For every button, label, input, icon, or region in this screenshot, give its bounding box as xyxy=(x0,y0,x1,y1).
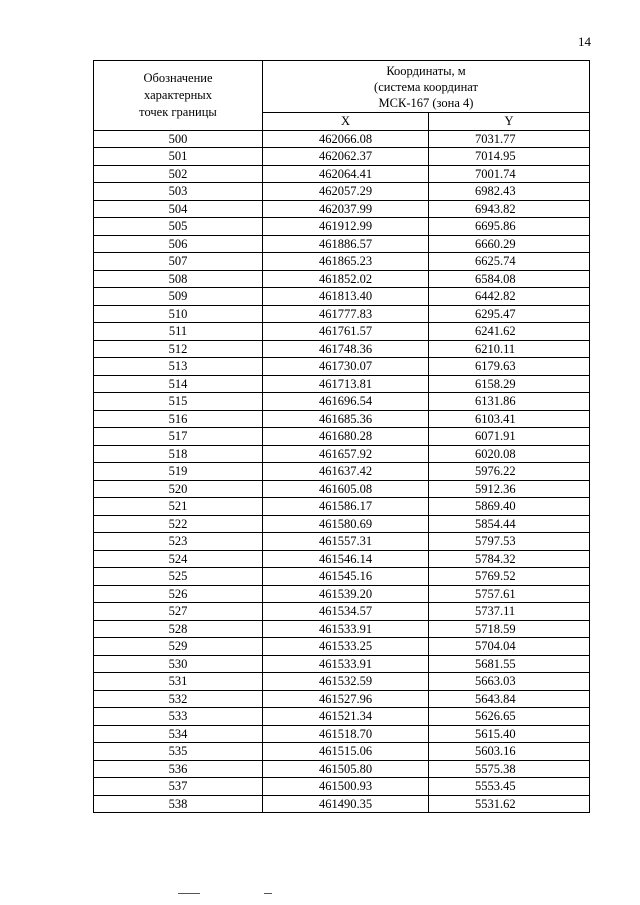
cell-y: 5797.53 xyxy=(429,533,590,551)
cell-y: 6660.29 xyxy=(429,235,590,253)
cell-y: 6210.11 xyxy=(429,340,590,358)
cell-y: 6103.41 xyxy=(429,410,590,428)
cell-point: 531 xyxy=(94,673,263,691)
cell-x: 461886.57 xyxy=(263,235,429,253)
header-row-main xyxy=(94,61,590,113)
cell-point: 519 xyxy=(94,463,263,481)
cell-x: 461515.06 xyxy=(263,743,429,761)
header-point-line-1: Обозначение xyxy=(143,70,213,85)
cell-x: 461657.92 xyxy=(263,445,429,463)
cell-x: 461557.31 xyxy=(263,533,429,551)
cell-x: 461813.40 xyxy=(263,288,429,306)
cell-x: 461605.08 xyxy=(263,480,429,498)
cell-x: 461500.93 xyxy=(263,778,429,796)
table-row xyxy=(94,655,590,673)
cell-y: 6584.08 xyxy=(429,270,590,288)
cell-point: 523 xyxy=(94,533,263,551)
cell-x: 461865.23 xyxy=(263,253,429,271)
cell-y: 7031.77 xyxy=(429,130,590,148)
table-row xyxy=(94,638,590,656)
cell-y: 5626.65 xyxy=(429,708,590,726)
table-row xyxy=(94,778,590,796)
cell-x: 461533.91 xyxy=(263,655,429,673)
cell-point: 505 xyxy=(94,218,263,236)
cell-point: 517 xyxy=(94,428,263,446)
table-row xyxy=(94,410,590,428)
cell-x: 461696.54 xyxy=(263,393,429,411)
page-number: 14 xyxy=(578,34,591,49)
cell-point: 503 xyxy=(94,183,263,201)
table-row xyxy=(94,690,590,708)
cell-point: 504 xyxy=(94,200,263,218)
cell-point: 500 xyxy=(94,130,263,148)
cell-y: 6442.82 xyxy=(429,288,590,306)
cell-point: 532 xyxy=(94,690,263,708)
footer-mark-left xyxy=(178,893,200,894)
table-header xyxy=(94,61,590,131)
cell-x: 461580.69 xyxy=(263,515,429,533)
cell-y: 5769.52 xyxy=(429,568,590,586)
cell-point: 522 xyxy=(94,515,263,533)
cell-point: 510 xyxy=(94,305,263,323)
table-row xyxy=(94,358,590,376)
cell-point: 521 xyxy=(94,498,263,516)
cell-point: 535 xyxy=(94,743,263,761)
cell-point: 501 xyxy=(94,148,263,166)
cell-x: 461761.57 xyxy=(263,323,429,341)
header-y: Y xyxy=(429,113,590,131)
table-row xyxy=(94,165,590,183)
cell-x: 461713.81 xyxy=(263,375,429,393)
table-row xyxy=(94,463,590,481)
table-row xyxy=(94,743,590,761)
cell-y: 5854.44 xyxy=(429,515,590,533)
cell-x: 461852.02 xyxy=(263,270,429,288)
cell-point: 537 xyxy=(94,778,263,796)
cell-x: 461685.36 xyxy=(263,410,429,428)
table-row xyxy=(94,375,590,393)
table-row xyxy=(94,148,590,166)
table-row xyxy=(94,305,590,323)
table-row xyxy=(94,708,590,726)
footer-mark-right xyxy=(264,893,272,894)
cell-x: 461527.96 xyxy=(263,690,429,708)
cell-x: 461539.20 xyxy=(263,585,429,603)
cell-x: 462064.41 xyxy=(263,165,429,183)
cell-point: 524 xyxy=(94,550,263,568)
cell-y: 5681.55 xyxy=(429,655,590,673)
table-row xyxy=(94,603,590,621)
header-coords-line-3: МСК-167 (зона 4) xyxy=(378,96,474,110)
cell-x: 461680.28 xyxy=(263,428,429,446)
cell-y: 6020.08 xyxy=(429,445,590,463)
cell-point: 515 xyxy=(94,393,263,411)
cell-point: 514 xyxy=(94,375,263,393)
cell-point: 512 xyxy=(94,340,263,358)
table-row xyxy=(94,585,590,603)
cell-point: 502 xyxy=(94,165,263,183)
cell-x: 461532.59 xyxy=(263,673,429,691)
cell-x: 461546.14 xyxy=(263,550,429,568)
cell-y: 5976.22 xyxy=(429,463,590,481)
table-row xyxy=(94,183,590,201)
cell-x: 461777.83 xyxy=(263,305,429,323)
table-row xyxy=(94,760,590,778)
table-row xyxy=(94,515,590,533)
table-row xyxy=(94,253,590,271)
cell-point: 513 xyxy=(94,358,263,376)
cell-x: 462037.99 xyxy=(263,200,429,218)
cell-x: 461586.17 xyxy=(263,498,429,516)
cell-point: 528 xyxy=(94,620,263,638)
cell-y: 5531.62 xyxy=(429,795,590,813)
cell-point: 518 xyxy=(94,445,263,463)
cell-x: 462057.29 xyxy=(263,183,429,201)
cell-x: 461505.80 xyxy=(263,760,429,778)
cell-x: 461637.42 xyxy=(263,463,429,481)
cell-point: 533 xyxy=(94,708,263,726)
cell-y: 5575.38 xyxy=(429,760,590,778)
header-point-designation xyxy=(94,61,263,131)
coordinates-table xyxy=(93,60,590,813)
header-coordinates xyxy=(263,61,590,113)
cell-point: 534 xyxy=(94,725,263,743)
header-point-line-3: точек границы xyxy=(139,104,217,119)
table-row xyxy=(94,218,590,236)
cell-x: 461748.36 xyxy=(263,340,429,358)
cell-x: 461912.99 xyxy=(263,218,429,236)
cell-y: 6131.86 xyxy=(429,393,590,411)
table-row xyxy=(94,550,590,568)
cell-y: 6625.74 xyxy=(429,253,590,271)
table-row xyxy=(94,288,590,306)
header-coords-line-1: Координаты, м xyxy=(386,64,466,78)
cell-point: 530 xyxy=(94,655,263,673)
cell-point: 508 xyxy=(94,270,263,288)
cell-point: 509 xyxy=(94,288,263,306)
cell-y: 6982.43 xyxy=(429,183,590,201)
cell-x: 461521.34 xyxy=(263,708,429,726)
cell-y: 5784.32 xyxy=(429,550,590,568)
table-row xyxy=(94,445,590,463)
cell-y: 5912.36 xyxy=(429,480,590,498)
cell-y: 5704.04 xyxy=(429,638,590,656)
table-row xyxy=(94,480,590,498)
header-coords-line-2: (система координат xyxy=(374,80,478,94)
cell-y: 5757.61 xyxy=(429,585,590,603)
table-row xyxy=(94,620,590,638)
cell-point: 525 xyxy=(94,568,263,586)
table-row xyxy=(94,235,590,253)
cell-y: 5643.84 xyxy=(429,690,590,708)
cell-x: 461730.07 xyxy=(263,358,429,376)
table-row xyxy=(94,725,590,743)
cell-point: 511 xyxy=(94,323,263,341)
table-row xyxy=(94,393,590,411)
cell-y: 5603.16 xyxy=(429,743,590,761)
table-row xyxy=(94,323,590,341)
cell-y: 5869.40 xyxy=(429,498,590,516)
cell-x: 462062.37 xyxy=(263,148,429,166)
cell-x: 461545.16 xyxy=(263,568,429,586)
cell-x: 462066.08 xyxy=(263,130,429,148)
cell-y: 6241.62 xyxy=(429,323,590,341)
table-row xyxy=(94,130,590,148)
cell-y: 6695.86 xyxy=(429,218,590,236)
cell-point: 520 xyxy=(94,480,263,498)
table-row xyxy=(94,568,590,586)
cell-y: 5553.45 xyxy=(429,778,590,796)
cell-point: 529 xyxy=(94,638,263,656)
table-row xyxy=(94,340,590,358)
cell-x: 461490.35 xyxy=(263,795,429,813)
cell-y: 5663.03 xyxy=(429,673,590,691)
cell-x: 461533.25 xyxy=(263,638,429,656)
cell-y: 6295.47 xyxy=(429,305,590,323)
cell-y: 5615.40 xyxy=(429,725,590,743)
cell-x: 461534.57 xyxy=(263,603,429,621)
table-row xyxy=(94,673,590,691)
header-point-line-2: характерных xyxy=(144,87,212,102)
cell-y: 6179.63 xyxy=(429,358,590,376)
table-row xyxy=(94,498,590,516)
cell-y: 5718.59 xyxy=(429,620,590,638)
cell-y: 6071.91 xyxy=(429,428,590,446)
cell-x: 461518.70 xyxy=(263,725,429,743)
cell-point: 538 xyxy=(94,795,263,813)
header-x: X xyxy=(263,113,429,131)
table-row xyxy=(94,200,590,218)
cell-y: 7001.74 xyxy=(429,165,590,183)
cell-y: 7014.95 xyxy=(429,148,590,166)
cell-point: 527 xyxy=(94,603,263,621)
cell-x: 461533.91 xyxy=(263,620,429,638)
table-row xyxy=(94,533,590,551)
cell-point: 526 xyxy=(94,585,263,603)
cell-y: 6158.29 xyxy=(429,375,590,393)
cell-y: 5737.11 xyxy=(429,603,590,621)
table-row xyxy=(94,428,590,446)
cell-point: 536 xyxy=(94,760,263,778)
cell-point: 506 xyxy=(94,235,263,253)
table-row xyxy=(94,795,590,813)
cell-point: 516 xyxy=(94,410,263,428)
table-row xyxy=(94,270,590,288)
cell-y: 6943.82 xyxy=(429,200,590,218)
footer-marks xyxy=(178,893,278,895)
cell-point: 507 xyxy=(94,253,263,271)
table-body xyxy=(94,130,590,813)
